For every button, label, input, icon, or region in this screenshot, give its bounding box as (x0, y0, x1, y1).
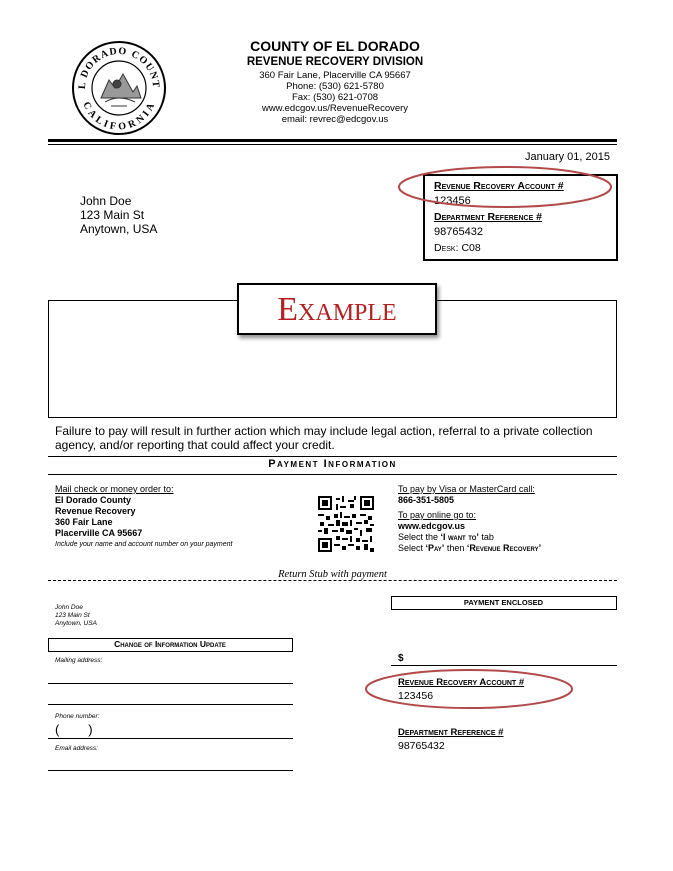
phone-number[interactable]: 866-351-5805 (398, 495, 455, 505)
mail-line: 360 Fair Lane (55, 517, 113, 527)
dept-ref-number: 98765432 (434, 226, 483, 238)
example-banner (237, 283, 437, 335)
svg-text:CALIFORNIA (80, 100, 157, 132)
mail-heading: Mail check or money order to: (55, 484, 174, 494)
mail-note: Include your name and account number on your payment (55, 541, 233, 548)
phone-number-label: Phone number: (55, 713, 100, 720)
example-label: Example (277, 291, 397, 328)
payment-rule-bottom (48, 474, 617, 475)
step1-em: ‘I want to’ (440, 532, 479, 542)
step2-em2: ‘Revenue Recovery’ (466, 543, 542, 553)
step2-em1: ‘Pay’ (425, 543, 445, 553)
seal-bottom-text: CALIFORNIA (80, 100, 158, 133)
payment-enclosed-box (391, 596, 617, 610)
stub-account-highlight-oval (364, 668, 574, 710)
stub-recipient-city: Anytown, USA (55, 620, 97, 627)
org-address: 360 Fair Lane, Placerville CA 95667 (259, 70, 411, 81)
step2-prefix: Select (398, 543, 426, 553)
stub-dept-ref-number: 98765432 (398, 740, 445, 752)
mail-payment-block (55, 484, 232, 550)
mailing-address-label: Mailing address: (55, 657, 103, 664)
stub-account-label: Revenue Recovery Account # (398, 677, 525, 688)
payment-rule-top (48, 456, 617, 457)
org-web[interactable]: www.edcgov.us/RevenueRecovery (261, 103, 409, 114)
account-number: 123456 (434, 195, 471, 207)
phone-number-line[interactable] (48, 738, 293, 739)
mail-line: El Dorado County (55, 495, 131, 505)
recipient-address (80, 194, 157, 236)
org-name: COUNTY OF EL DORADO (250, 38, 420, 54)
account-highlight-oval (397, 165, 613, 209)
org-fax: Fax: (530) 621-0708 (291, 92, 379, 103)
desk-value: C08 (461, 242, 481, 254)
payment-dollar-sign: $ (398, 653, 404, 664)
mail-line: Placerville CA 95667 (55, 528, 143, 538)
mailing-address-line-1[interactable] (48, 683, 293, 684)
online-heading: To pay online go to: (398, 510, 477, 520)
step1-suffix: tab (478, 532, 494, 542)
step1-prefix: Select the (398, 532, 441, 542)
recipient-name: John Doe (80, 194, 132, 208)
desk-line (434, 242, 481, 254)
payment-enclosed-label: PAYMENT ENCLOSED (463, 598, 544, 607)
online-url[interactable]: www.edcgov.us (398, 521, 466, 531)
payment-amount-line[interactable] (391, 665, 617, 666)
org-email[interactable]: email: revrec@edcgov.us (281, 114, 389, 125)
card-payment-block (398, 484, 541, 554)
qr-code-icon[interactable] (318, 496, 374, 552)
step2-mid: then (444, 543, 467, 553)
division-name: REVENUE RECOVERY DIVISION (246, 56, 424, 68)
email-address-line[interactable] (48, 770, 293, 771)
mailing-address-line-2[interactable] (48, 704, 293, 705)
desk-label: Desk: (434, 242, 459, 254)
header-rule-thin (48, 144, 617, 145)
org-phone: Phone: (530) 621-5780 (286, 81, 384, 92)
stub-recipient (55, 604, 97, 628)
stub-dept-ref-label: Department Reference # (398, 727, 504, 738)
seal-top-text: L DORADO COUNT (76, 45, 162, 90)
email-address-label: Email address: (55, 745, 98, 752)
recipient-street: 123 Main St (80, 208, 145, 222)
online-step-1 (398, 532, 541, 543)
account-label: Revenue Recovery Account # (434, 180, 564, 192)
letter-date: January 01, 2015 (524, 151, 610, 163)
cut-line (48, 580, 617, 582)
online-step-2 (398, 543, 541, 554)
dept-ref-label: Department Reference # (434, 211, 542, 223)
warning-text: Failure to pay will result in further action which may include legal action, referral to a private collection agency, and/or reporting that could affect your credit. (55, 424, 593, 452)
return-stub-title: Return Stub with payment (250, 569, 415, 580)
phone-heading: To pay by Visa or MasterCard call: (398, 484, 535, 494)
change-info-header (48, 638, 293, 652)
stub-recipient-name: John Doe (55, 604, 83, 611)
header-rule-thick (48, 139, 617, 142)
phone-number-parens[interactable]: ( ) (55, 722, 93, 737)
stub-recipient-street: 123 Main St (55, 612, 90, 619)
stub-account-number: 123456 (398, 690, 434, 702)
change-info-title: Change of Information Update (114, 639, 226, 649)
county-seal (71, 40, 167, 136)
recipient-city: Anytown, USA (80, 222, 158, 236)
mail-line: Revenue Recovery (55, 506, 136, 516)
payment-info-title: Payment Information (268, 458, 397, 470)
